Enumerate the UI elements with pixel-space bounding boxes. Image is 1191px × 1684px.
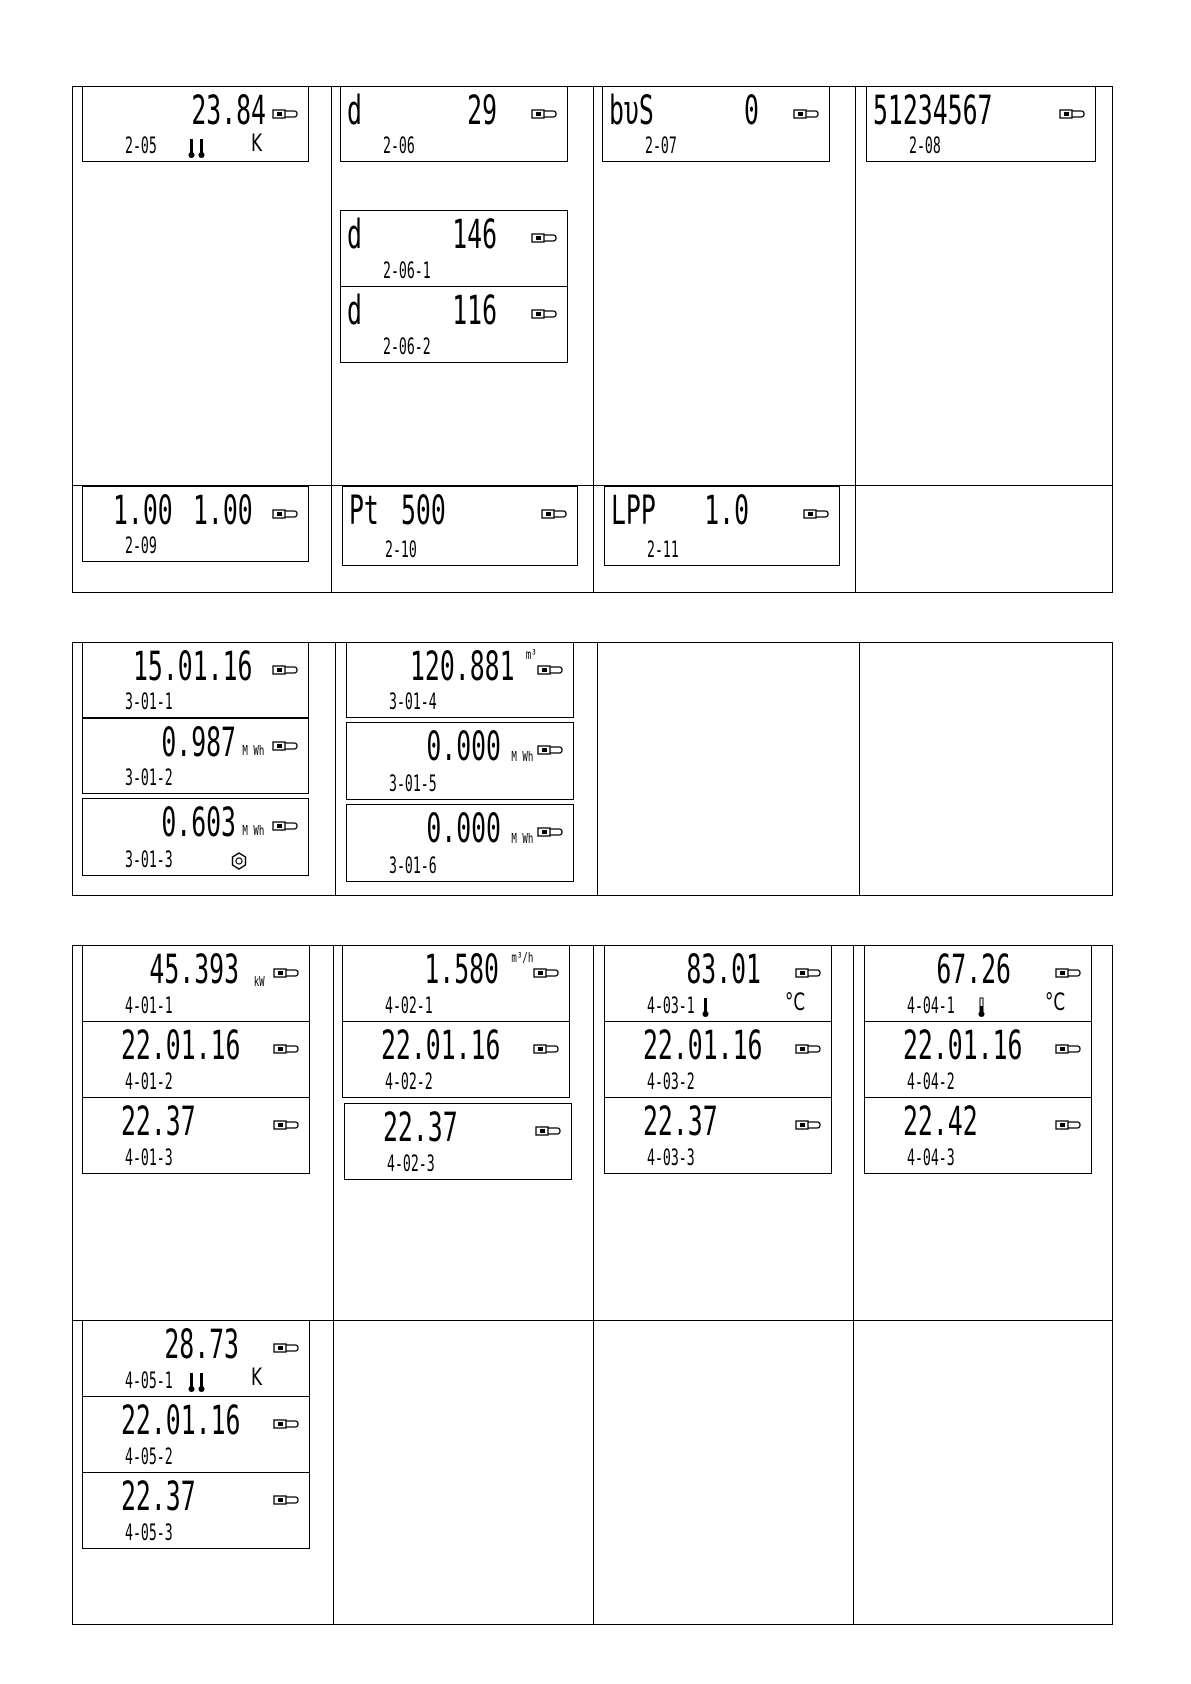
lcd-code: 2-11 bbox=[647, 538, 679, 563]
lcd-code: 2-09 bbox=[125, 534, 157, 559]
column-divider bbox=[335, 643, 336, 895]
plug-icon bbox=[273, 1044, 299, 1054]
lcd-display-4-05-1 bbox=[82, 1320, 310, 1397]
lcd-code: 4-05-2 bbox=[125, 1445, 173, 1470]
lcd-value: 51234567 bbox=[873, 88, 993, 134]
lcd-value: 22.37 bbox=[383, 1105, 458, 1151]
unit-label: kW bbox=[254, 975, 265, 990]
lcd-value: 22.01.16 bbox=[121, 1398, 241, 1444]
lcd-display-2-07 bbox=[602, 86, 830, 162]
plug-icon bbox=[795, 1044, 821, 1054]
column-divider bbox=[597, 643, 598, 895]
lcd-display-2-06-2 bbox=[340, 286, 568, 363]
lcd-value: 1.00 bbox=[193, 488, 253, 534]
lcd-display-2-09 bbox=[82, 486, 309, 562]
thermo-double-icon bbox=[187, 137, 207, 159]
lcd-value: 0.000 bbox=[426, 806, 501, 852]
lcd-value: 45.393 bbox=[149, 947, 239, 993]
unit-label: °C bbox=[785, 988, 806, 1016]
lcd-code: 4-04-2 bbox=[907, 1070, 955, 1095]
plug-icon bbox=[533, 1044, 559, 1054]
lcd-value: 83.01 bbox=[686, 947, 761, 993]
lcd-code: 3-01-6 bbox=[389, 854, 437, 879]
lcd-value: 67.26 bbox=[936, 947, 1011, 993]
lcd-code: 4-03-1 bbox=[647, 994, 695, 1019]
lcd-display-4-05-2 bbox=[82, 1396, 310, 1473]
lcd-code: 3-01-1 bbox=[125, 690, 173, 715]
plug-icon bbox=[1055, 1120, 1081, 1130]
lcd-display-3-01-5 bbox=[346, 722, 574, 800]
lcd-display-3-01-2 bbox=[82, 718, 309, 794]
lcd-value: 116 bbox=[452, 288, 497, 334]
lcd-display-2-06-1 bbox=[340, 210, 568, 287]
lcd-display-4-04-1 bbox=[864, 945, 1092, 1022]
unit-label: M Wh bbox=[242, 824, 264, 839]
plug-icon bbox=[531, 233, 557, 243]
lcd-code: 2-06 bbox=[383, 134, 415, 159]
snowflake-icon bbox=[229, 851, 249, 871]
plug-icon bbox=[531, 109, 557, 119]
column-divider bbox=[331, 87, 332, 592]
lcd-code: 3-01-4 bbox=[389, 690, 437, 715]
lcd-value: 22.01.16 bbox=[643, 1023, 763, 1069]
lcd-code: 4-02-3 bbox=[387, 1152, 435, 1177]
lcd-display-4-01-3 bbox=[82, 1097, 310, 1174]
unit-label: °C bbox=[1045, 988, 1066, 1016]
lcd-code: 4-05-3 bbox=[125, 1521, 173, 1546]
plug-icon bbox=[1059, 109, 1085, 119]
column-divider bbox=[859, 643, 860, 895]
plug-icon bbox=[273, 1120, 299, 1130]
lcd-code: 2-06-2 bbox=[383, 335, 431, 360]
lcd-code: 3-01-5 bbox=[389, 772, 437, 797]
plug-icon bbox=[272, 821, 298, 831]
plug-icon bbox=[795, 1120, 821, 1130]
lcd-display-4-01-1 bbox=[82, 945, 310, 1022]
lcd-value: 28.73 bbox=[164, 1322, 239, 1368]
lcd-display-4-01-2 bbox=[82, 1021, 310, 1098]
unit-label: m³/h bbox=[511, 951, 533, 966]
lcd-prefix: d bbox=[347, 288, 362, 334]
lcd-display-3-01-1 bbox=[82, 642, 309, 718]
lcd-value: 29 bbox=[467, 88, 497, 134]
lcd-code: 4-01-3 bbox=[125, 1146, 173, 1171]
plug-icon bbox=[1055, 968, 1081, 978]
plug-icon bbox=[1055, 1044, 1081, 1054]
lcd-code: 2-10 bbox=[385, 538, 417, 563]
lcd-display-2-06 bbox=[340, 86, 568, 162]
lcd-code: 4-04-3 bbox=[907, 1146, 955, 1171]
plug-icon bbox=[541, 509, 567, 519]
lcd-display-4-03-1 bbox=[604, 945, 832, 1022]
lcd-value: 22.01.16 bbox=[903, 1023, 1023, 1069]
lcd-value: 15.01.16 bbox=[133, 644, 253, 690]
unit-label: M Wh bbox=[242, 744, 264, 759]
lcd-code: 2-07 bbox=[645, 134, 677, 159]
lcd-value: 146 bbox=[452, 212, 497, 258]
lcd-display-3-01-6 bbox=[346, 804, 574, 882]
lcd-display-2-10 bbox=[342, 486, 578, 566]
lcd-prefix: d bbox=[347, 88, 362, 134]
lcd-display-3-01-4 bbox=[346, 642, 574, 718]
lcd-prefix: bυS bbox=[609, 88, 654, 134]
plug-icon bbox=[537, 745, 563, 755]
lcd-value: 1.0 bbox=[704, 488, 749, 534]
lcd-value: 1.580 bbox=[424, 947, 499, 993]
lcd-code: 4-04-1 bbox=[907, 994, 955, 1019]
plug-icon bbox=[273, 1495, 299, 1505]
lcd-value: 22.37 bbox=[121, 1099, 196, 1145]
lcd-display-4-05-3 bbox=[82, 1472, 310, 1549]
lcd-value: 22.42 bbox=[903, 1099, 978, 1145]
lcd-value: 22.01.16 bbox=[381, 1023, 501, 1069]
lcd-value: 500 bbox=[401, 488, 446, 534]
lcd-value: 23.84 bbox=[191, 88, 266, 134]
plug-icon bbox=[803, 509, 829, 519]
lcd-value: 0.987 bbox=[161, 720, 236, 766]
plug-icon bbox=[537, 665, 563, 675]
column-divider bbox=[855, 87, 856, 592]
plug-icon bbox=[537, 827, 563, 837]
lcd-code: 4-02-2 bbox=[385, 1070, 433, 1095]
lcd-prefix: LPP bbox=[611, 488, 656, 534]
lcd-value: 0 bbox=[744, 88, 759, 134]
lcd-prefix: 1.00 bbox=[113, 488, 173, 534]
column-divider bbox=[333, 946, 334, 1624]
thermo-hot-icon bbox=[701, 996, 711, 1018]
plug-icon bbox=[273, 1343, 299, 1353]
lcd-prefix: d bbox=[347, 212, 362, 258]
lcd-display-2-05 bbox=[82, 86, 309, 162]
column-divider bbox=[593, 946, 594, 1624]
lcd-code: 3-01-2 bbox=[125, 766, 173, 791]
lcd-display-4-03-3 bbox=[604, 1097, 832, 1174]
lcd-display-2-11 bbox=[604, 486, 840, 566]
lcd-display-2-08 bbox=[866, 86, 1096, 162]
plug-icon bbox=[272, 741, 298, 751]
column-divider bbox=[593, 87, 594, 592]
plug-icon bbox=[272, 665, 298, 675]
plug-icon bbox=[533, 968, 559, 978]
plug-icon bbox=[795, 968, 821, 978]
lcd-code: 4-01-2 bbox=[125, 1070, 173, 1095]
lcd-display-4-04-2 bbox=[864, 1021, 1092, 1098]
thermo-double-icon bbox=[187, 1371, 207, 1393]
unit-label: K bbox=[251, 129, 263, 157]
thermo-cold-icon bbox=[977, 996, 987, 1018]
lcd-code: 3-01-3 bbox=[125, 848, 173, 873]
lcd-display-4-03-2 bbox=[604, 1021, 832, 1098]
lcd-code: 2-08 bbox=[909, 134, 941, 159]
lcd-display-3-01-3 bbox=[82, 798, 309, 876]
plug-icon bbox=[535, 1126, 561, 1136]
lcd-display-4-02-3 bbox=[344, 1103, 572, 1180]
lcd-value: 0.603 bbox=[161, 800, 236, 846]
lcd-value: 22.37 bbox=[121, 1474, 196, 1520]
plug-icon bbox=[531, 309, 557, 319]
lcd-value: 22.37 bbox=[643, 1099, 718, 1145]
lcd-code: 2-06-1 bbox=[383, 259, 431, 284]
lcd-code: 4-03-3 bbox=[647, 1146, 695, 1171]
lcd-code: 4-03-2 bbox=[647, 1070, 695, 1095]
lcd-prefix: Pt bbox=[349, 488, 379, 534]
lcd-display-4-02-2 bbox=[342, 1021, 570, 1098]
unit-label: M Wh bbox=[511, 832, 533, 847]
lcd-value: 0.000 bbox=[426, 724, 501, 770]
unit-label: M Wh bbox=[511, 750, 533, 765]
plug-icon bbox=[272, 109, 298, 119]
lcd-value: 120.881 bbox=[410, 644, 515, 690]
lcd-display-4-04-3 bbox=[864, 1097, 1092, 1174]
lcd-value: 22.01.16 bbox=[121, 1023, 241, 1069]
lcd-code: 2-05 bbox=[125, 134, 157, 159]
column-divider bbox=[853, 946, 854, 1624]
lcd-code: 4-02-1 bbox=[385, 994, 433, 1019]
plug-icon bbox=[273, 1419, 299, 1429]
lcd-display-4-02-1 bbox=[342, 945, 570, 1022]
plug-icon bbox=[272, 509, 298, 519]
lcd-code: 4-01-1 bbox=[125, 994, 173, 1019]
plug-icon bbox=[273, 968, 299, 978]
lcd-code: 4-05-1 bbox=[125, 1369, 173, 1394]
plug-icon bbox=[793, 109, 819, 119]
unit-label: K bbox=[251, 1363, 263, 1391]
unit-label: m³ bbox=[526, 648, 537, 663]
